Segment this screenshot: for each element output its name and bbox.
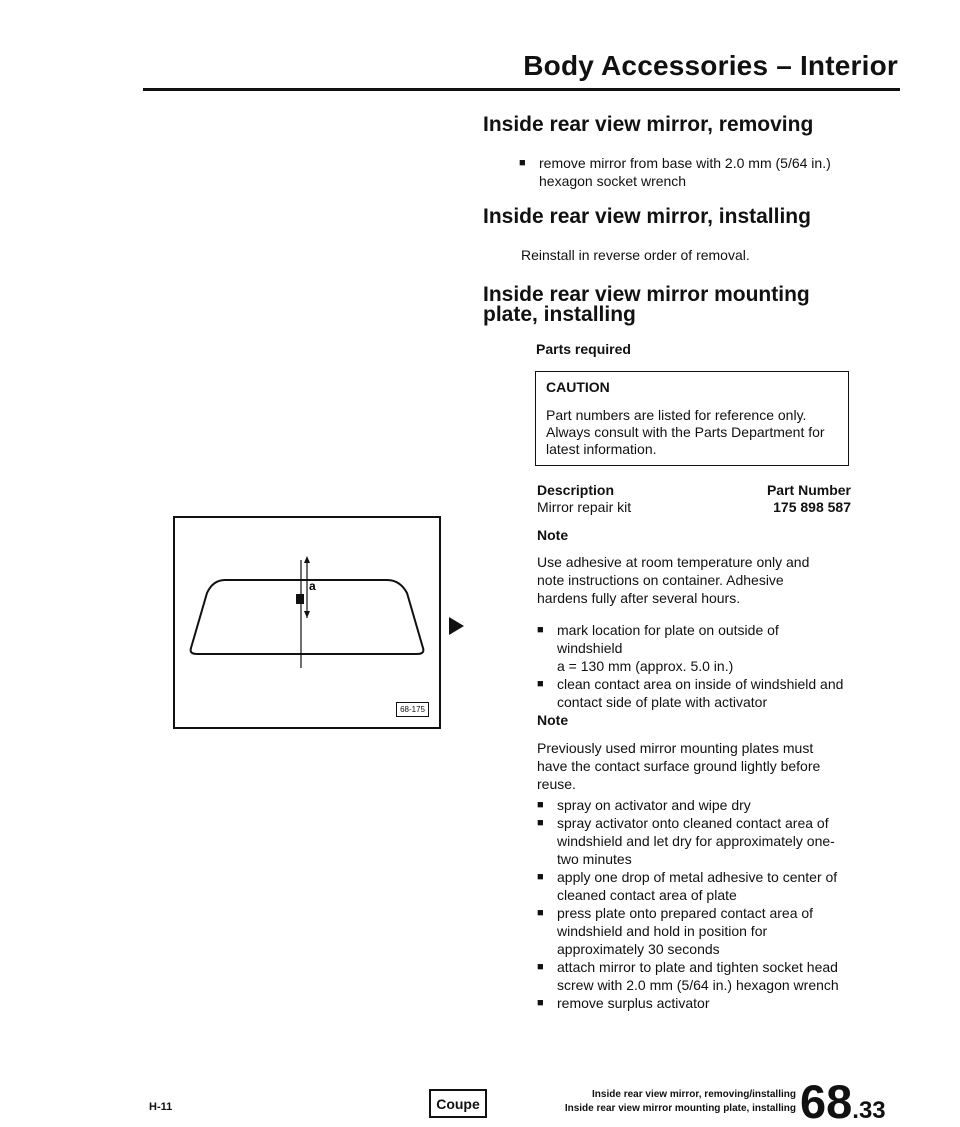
pointer-arrow-icon (449, 617, 464, 635)
section-title-plate-line1: Inside rear view mirror mounting (483, 283, 810, 306)
list-item: ■ press plate onto prepared contact area of windshield and hold in position for approximately 30 seconds (537, 904, 847, 958)
header-rule (143, 88, 900, 91)
footer-desc-line2: Inside rear view mirror mounting plate, installing (564, 1103, 796, 1114)
model-label: Coupe (436, 1095, 480, 1112)
caution-title: CAUTION (546, 379, 610, 395)
list-item: ■ spray activator onto cleaned contact area of windshield and let dry for approximately one-two minutes (537, 814, 847, 868)
list-item: ■ apply one drop of metal adhesive to center of cleaned contact area of plate (537, 868, 847, 904)
section-title-removing: Inside rear view mirror, removing (483, 113, 814, 136)
note-text: Previously used mirror mounting plates must have the contact surface ground lightly before reuse. (537, 740, 821, 792)
page-header-title: Body Accessories – Interior (523, 50, 898, 81)
removing-steps (519, 154, 844, 190)
installing-text: Reinstall in reverse order of removal. (521, 247, 750, 263)
dimension-letter: a (309, 579, 316, 593)
table-cell-description: Mirror repair kit (537, 499, 632, 515)
table-header-part-number: Part Number (766, 482, 851, 498)
footer-code: H-11 (149, 1101, 173, 1113)
page-number-minor: .33 (852, 1097, 886, 1124)
list-item (537, 621, 847, 675)
footer-description (565, 1088, 796, 1116)
marking-steps (537, 621, 847, 711)
note-label: Note (537, 712, 569, 728)
list-item: ■ clean contact area on inside of windshield and contact side of plate with activator (537, 675, 847, 711)
table-row (537, 499, 851, 516)
note-text: Use adhesive at room temperature only and note instructions on container. Adhesive hardens fully after several hours. (537, 554, 810, 606)
list-item: ■ remove surplus activator (537, 994, 847, 1012)
page-number-major: 68 (800, 1075, 853, 1127)
list-item: ■ spray on activator and wipe dry (537, 796, 847, 814)
list-item-text: mark location for plate on outside of windshield (557, 622, 779, 656)
model-badge (429, 1089, 487, 1118)
section-title-installing: Inside rear view mirror, installing (483, 205, 811, 228)
dimension-line: a = 130 mm (approx. 5.0 in.) (557, 658, 734, 674)
install-steps (537, 796, 847, 1012)
section-title-plate-line2: plate, installing (483, 303, 636, 326)
footer-desc-line1: Inside rear view mirror, removing/installing (592, 1089, 796, 1100)
caution-box (535, 371, 849, 466)
note-label: Note (537, 527, 569, 543)
list-item: ■ remove mirror from base with 2.0 mm (5/64 in.) hexagon socket wrench (519, 154, 844, 190)
figure-label: 68-175 (396, 702, 429, 717)
windshield-diagram (175, 518, 439, 727)
table-cell-part-number: 175 898 587 (773, 499, 851, 515)
caution-text: Part numbers are listed for reference only. Always consult with the Parts Department for latest information. (546, 407, 825, 457)
page-number (800, 1074, 886, 1127)
parts-required-label: Parts required (536, 341, 631, 357)
list-item: ■ attach mirror to plate and tighten socket head screw with 2.0 mm (5/64 in.) hexagon wrench (537, 958, 847, 994)
parts-table (537, 482, 851, 516)
windshield-figure (173, 516, 441, 729)
table-header-description: Description (537, 482, 615, 498)
